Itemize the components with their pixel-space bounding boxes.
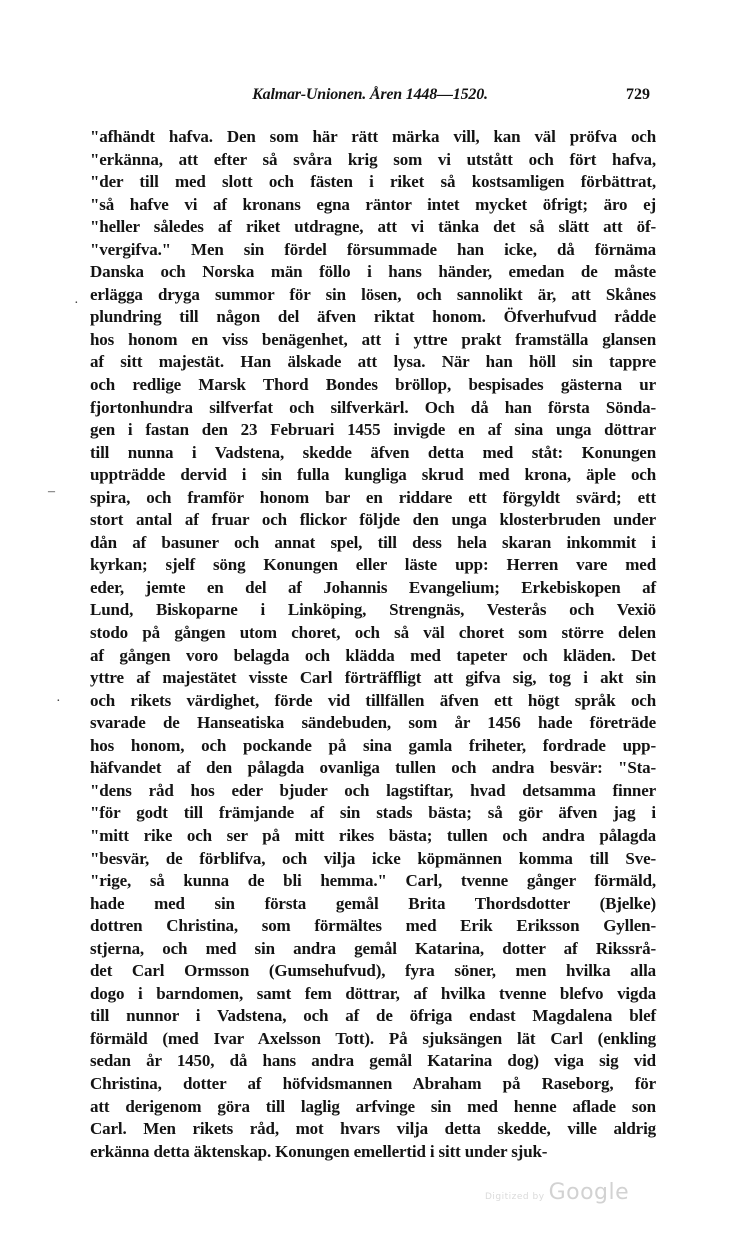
page-number: 729 xyxy=(626,86,650,103)
text-line: fjortonhundra silfverfat och silfverkärl. Och då han första Sönda- xyxy=(90,397,656,417)
text-line: erkänna detta äktenskap. Konungen emellertid i sitt under sjuk- xyxy=(90,1141,548,1161)
text-line: kyrkan; sjelf söng Konungen eller läste upp: Herren vare med xyxy=(90,555,656,575)
body-text xyxy=(90,126,656,1163)
text-line: det Carl Ormsson (Gumsehufvud), fyra söner, men hvilka alla xyxy=(90,961,656,981)
text-line: dån af basuner och annat spel, till dess hela skaran inkommit i xyxy=(90,532,656,552)
text-line: "dens råd hos eder bjuder och lagstiftar, hvad detsamma finner xyxy=(90,780,656,800)
text-line: Carl. Men rikets råd, mot hvars vilja detta skedde, ville aldrig xyxy=(90,1119,656,1139)
running-title: Kalmar-Unionen. Åren 1448—1520. xyxy=(252,86,488,103)
google-watermark xyxy=(485,1180,629,1205)
text-line: stjerna, och med sin andra gemål Katarina, dotter af Rikssrå- xyxy=(90,938,656,958)
text-line: gen i fastan den 23 Februari 1455 invigde en af sina unga döttrar xyxy=(90,420,656,440)
margin-dot: · xyxy=(74,296,79,311)
text-line: sedan år 1450, då hans andra gemål Katarina dog) viga sig vid xyxy=(90,1051,656,1071)
text-line: och redlige Marsk Thord Bondes bröllop, bespisades gästerna ur xyxy=(90,375,656,395)
text-line: dottren Christina, som förmältes med Erik Eriksson Gyllen- xyxy=(90,916,656,936)
text-line: "besvär, de förblifva, och vilja icke köpmännen komma till Sve- xyxy=(90,848,656,868)
text-line: stort antal af fruar och flickor följde den unga klosterbruden under xyxy=(90,510,656,530)
text-line: plundring till någon del äfven riktat honom. Öfverhufvud rådde xyxy=(90,307,656,327)
text-line: "erkänna, att efter så svåra krig som vi utstått och fört hafva, xyxy=(90,149,656,169)
text-line: svarade de Hanseatiska sändebuden, som år 1456 hade företräde xyxy=(90,713,656,733)
text-line: "för godt till främjande af sin stads bästa; så gör äfven jag i xyxy=(90,803,656,823)
text-line: Christina, dotter af höfvidsmannen Abraham på Raseborg, för xyxy=(90,1073,656,1093)
text-line: "rige, så kunna de bli hemma." Carl, tvenne gånger förmäld, xyxy=(90,871,656,891)
watermark-prefix: Digitized by xyxy=(485,1192,545,1202)
text-line: "så hafve vi af kronans egna räntor intet mycket öfrigt; äro ej xyxy=(90,194,656,214)
text-line: af gången voro belagda och klädda med tapeter och kläden. Det xyxy=(90,645,656,665)
text-line: till nunnor i Vadstena, och af de öfriga endast Magdalena blef xyxy=(90,1006,656,1026)
text-line: stodo på gången utom choret, och så väl choret som större delen xyxy=(90,623,656,643)
text-line: uppträdde dervid i sin fulla kungliga skrud med krona, äple och xyxy=(90,465,656,485)
text-line: hos honom en viss benägenhet, att i yttre prakt framställa glansen xyxy=(90,329,656,349)
text-line: "heller således af riket utdragne, att vi tänka det så slätt att öf- xyxy=(90,217,656,237)
text-line: att derigenom göra till laglig arfvinge sin med henne aflade son xyxy=(90,1096,656,1116)
margin-dot: · xyxy=(56,694,61,709)
text-line: hos honom, och pockande på sina gamla friheter, fordrade upp- xyxy=(90,735,656,755)
margin-dash: – xyxy=(48,484,55,499)
text-line: Lund, Biskoparne i Linköping, Strengnäs, Vesterås och Vexiö xyxy=(90,600,656,620)
text-line: "mitt rike och ser på mitt rikes bästa; tullen och andra pålagda xyxy=(90,825,656,845)
text-line: och rikets värdighet, förde vid tillfällen äfven ett högt språk och xyxy=(90,690,656,710)
text-line: af sitt majestät. Han älskade att lysa. När han höll sin tappre xyxy=(90,352,656,372)
text-line: "der till med slott och fästen i riket så kostsamligen förbättrat, xyxy=(90,172,656,192)
text-line: till nunna i Vadstena, skedde äfven detta med ståt: Konungen xyxy=(90,442,656,462)
text-line: erlägga dryga summor för sin lösen, och sannolikt är, att Skånes xyxy=(90,284,656,304)
text-line: "vergifva." Men sin fördel försummade han icke, då förnämа xyxy=(90,239,656,259)
text-line: dogo i barndomen, samt fem döttrar, af hvilka tvenne blefvo vigda xyxy=(90,983,656,1003)
text-line: förmäld (med Ivar Axelsson Tott). På sjuksängen lät Carl (enkling xyxy=(90,1028,656,1048)
text-line: "afhändt hafva. Den som här rätt märka vill, kan väl pröfva och xyxy=(90,127,656,146)
text-line: häfvandet af den pålagda ovanliga tullen och andra besvär: "Sta- xyxy=(90,758,656,778)
text-line: Danska och Norska män föllo i hans händer, emedan de måste xyxy=(90,262,656,282)
text-line: hade med sin första gemål Brita Thordsdotter (Bjelke) xyxy=(90,893,656,913)
text-line: spira, och framför honom bar en riddare ett förgyldt svärd; ett xyxy=(90,487,656,507)
watermark-brand: Google xyxy=(548,1180,630,1205)
page-header xyxy=(90,86,650,110)
text-line: yttre af majestätet visste Carl förträffligt att gifva sig, tog i akt sin xyxy=(90,668,656,688)
text-line: eder, jemte en del af Johannis Evangelium; Erkebiskopen af xyxy=(90,577,656,597)
